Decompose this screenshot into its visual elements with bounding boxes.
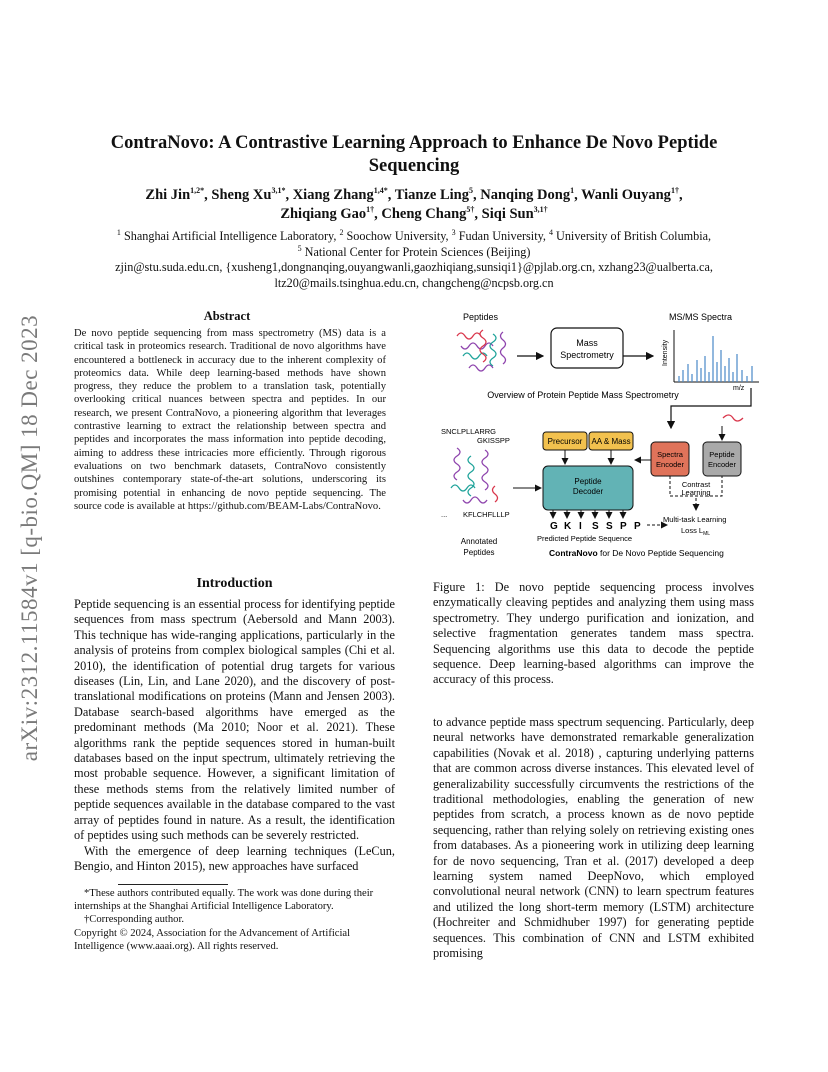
left-column-body — [74, 597, 395, 874]
affiliation-line: $^5$ National Center for Protein Sciences (Beijing) — [297, 243, 531, 259]
decoder-label-1: Peptide — [574, 477, 602, 486]
aa-mass-label: AA & Mass — [591, 437, 631, 446]
intensity-axis-label: Intensity — [662, 339, 669, 366]
mz-axis-label: m/z — [733, 385, 745, 392]
intro-paragraph-2: With the emergence of deep learning techniques (LeCun, Bengio, and Hinton 2015), new approaches have surfaced — [74, 843, 395, 873]
figure-1-caption: Figure 1: De novo peptide sequencing process involves enzymatically cleaving peptides and analyzing them using mass spectrometry. They undergo purification and ionization, and selective fragmentation generates tandem mass spectra. Sequencing algorithms use this data to decode the peptide sequence. Deep learning-based algorithms can improve the accuracy of this process. — [433, 580, 754, 687]
abstract-heading: Abstract — [203, 309, 251, 323]
footnote-rule — [118, 884, 228, 885]
predicted-letter: S — [606, 521, 614, 532]
predicted-sequence-label: Predicted Peptide Sequence — [537, 534, 633, 543]
affiliation-line: $^1$ Shanghai Artificial Intelligence Laboratory, $^2$ Soochow University, $^3$ Fudan University, $^4$ University of British Columbia, — [116, 227, 712, 243]
spectra-encoder-label-1: Spectra — [657, 450, 683, 459]
precursor-label: Precursor — [547, 437, 583, 446]
paper-title — [80, 132, 748, 178]
right-column-body: to advance peptide mass spectrum sequencing. Particularly, deep neural networks have demonstrated remarkable generalization capabilities (Novak et al. 2018) , capturing underlying patterns that are common across diverse instances. This elevated level of generalizability successfully circumvents the restrictions of the traditional methodologies, enabling the generation of new peptides from scratch, a process known as de novo peptide sequencing, rather than relying solely on retrieving existing ones from databases. As a pioneering work in utilizing deep learning for de novo sequencing, Tran et al. (2017) developed a deep learning system named DeepNovo, which employed convolutional neural network (CNN) to learn spectrum features and utilized the long short-term memory (LSTM) architecture (Hochreiter and Schmidhuber 1997) for generating peptide sequences. This combination of CNN and LSTM exhibited promising — [433, 715, 754, 961]
multitask-label-1: Multi-task Learning — [663, 515, 727, 524]
peptide-squiggles-icon — [457, 330, 506, 371]
ellipsis: ... — [441, 510, 448, 519]
author-list: Zhi Jin$^{1,2*}$, Sheng $Xu^{3,1*}$, Xiang Zhang$^{1,4*}$, Tianze Ling$^5$, Nanqing Dong$^1$, Wanli Ouyang$^{1\dagger}$, Zhiqiang Gao$^{1\dagger}$, Cheng Chang$^{5\dagger}$, Siqi Sun$^{3,1\dagger}$ — [145, 186, 683, 222]
predicted-letter: P — [620, 521, 628, 532]
contranovo-label: ContraNovo for De Novo Peptide Sequencing — [549, 548, 724, 558]
peptide-encoder-label-2: Encoder — [708, 460, 736, 469]
author: Cheng Chang$^{5\dagger}$ — [381, 205, 475, 222]
peptide-encoder-box — [703, 442, 741, 476]
label-peptides: Peptides — [463, 312, 499, 322]
sequence-1: SNCLPLLARRG — [441, 427, 497, 436]
mass-spec-label-1: Mass — [576, 338, 598, 348]
peptide-encoder-label-1: Peptide — [709, 450, 735, 459]
author: Tianze Ling$^5$ — [394, 186, 473, 203]
author: Siqi Sun$^{3,1\dagger}$ — [481, 205, 548, 222]
spectra-encoder-box — [651, 442, 689, 476]
sequence-2: GKISSPP — [477, 436, 510, 445]
affiliations — [70, 229, 758, 291]
author: Xiang Zhang$^{1,4*}$ — [292, 186, 388, 203]
decoder-label-2: Decoder — [572, 487, 604, 496]
footnotes — [74, 887, 395, 953]
title-line-2: Sequencing — [368, 156, 460, 176]
label-msms-spectra: MS/MS Spectra — [669, 312, 733, 322]
predicted-letter: G — [550, 521, 559, 532]
overview-label: Overview of Protein Peptide Mass Spectrometry — [487, 390, 679, 400]
footnote-corresponding: †Corresponding author. — [84, 914, 185, 926]
contrast-label-2: Learning — [681, 488, 711, 497]
email-line: ltz20@mails.tsinghua.edu.cn, changcheng@ncpsb.org.cn — [274, 275, 554, 290]
abstract-text: De novo peptide sequencing from mass spectrometry (MS) data is a critical task in proteomics research. Traditional de novo algorithms have encountered a bottleneck in accuracy due to the inherent complexity of proteomics data. While deep learning-based methods have shown progress, they reduce the problem to a translation task, potentially overlooking critical nuances between spectra and peptides. In our research, we present ContraNovo, a pioneering algorithm that leverages contrastive learning to extract the relationship between spectra and peptides and incorporates the mass information into peptide decoding, aiming to address these intricacies more efficiently. Through rigorous evaluations on two benchmark datasets, ContraNovo consistently outshines contemporary state-of-the-art solutions, underscoring its promising potential in enhancing de novo peptide sequencing. The source code is available at https://github.com/BEAM-Labs/ContraNovo. — [74, 328, 386, 512]
author: Sheng $Xu^{3,1*}$ — [211, 186, 286, 203]
author: Nanqing Dong$^1$ — [480, 186, 575, 203]
predicted-letter: S — [592, 521, 600, 532]
predicted-letter: K — [564, 521, 572, 532]
predicted-letter: P — [634, 521, 642, 532]
figure-1-diagram — [433, 306, 763, 564]
arxiv-stamp[interactable]: arXiv:2312.11584v1 [q-bio.QM] 18 Dec 2023 — [17, 314, 42, 762]
email-line: zjin@stu.suda.edu.cn, {xusheng1,dongnanqing,ouyangwanli,gaozhiqiang,sunsiqi1}@pjlab.org.cn, xzhang23@ualberta.ca, — [115, 260, 713, 274]
author: Zhi Jin$^{1,2*}$ — [145, 186, 205, 203]
mass-spectrometry-box — [551, 328, 623, 368]
mass-spec-label-2: Spectrometry — [560, 350, 614, 360]
introduction-heading: Introduction — [196, 576, 273, 591]
author: Wanli Ouyang$^{1\dagger}$ — [581, 186, 679, 203]
title-line-1: ContraNovo: A Contrastive Learning Approach to Enhance De Novo Peptide — [110, 133, 718, 153]
predicted-letter: I — [579, 521, 583, 532]
copyright-notice: Copyright © 2024, Association for the Advancement of Artificial Intelligence (www.aaai.org). All rights reserved. — [74, 927, 351, 952]
red-peptide-icon — [723, 415, 743, 421]
intro-paragraph-1: Peptide sequencing is an essential process for identifying peptide sequences from mass spectrum (Aebersold and Mann 2003). This technique has wide-ranging applications, particularly in the analysis of proteins from complex biological samples (Chi et al. 2010), the identification of potential drug targets for various diseases (Lin, Lin, and Lane 2020), and the discovery of post-translational modifications on proteins (Mann and Jensen 2003). Database search-based algorithms have emerged as the predominant methods (Ma 2010; Noor et al. 2021). These algorithms rank the peptide sequences stored in human-built databases based on the input spectrum, ultimately retrieving the most probable sequence. However, a significant limitation of these methods stems from the relatively limited number of peptide sequences available in the database compared to the vast array of peptides found in nature. As a result, the identification of peptides using such methods can be severely restricted. — [74, 597, 395, 843]
annotated-label-1: Annotated — [460, 537, 498, 546]
contrast-label-1: Contrast — [681, 480, 711, 489]
footnote-equal-contribution: *These authors contributed equally. The work was done during their internships at the Shanghai Artificial Intelligence Laboratory. — [74, 888, 374, 913]
author: Zhiqiang Gao$^{1\dagger}$ — [280, 205, 375, 222]
spectra-encoder-label-2: Encoder — [656, 460, 684, 469]
multitask-label-2: Loss $L_{ML}$ — [681, 526, 711, 537]
annotated-peptides-icon — [451, 448, 498, 503]
annotated-label-2: Peptides — [463, 548, 495, 557]
spectrum-plot — [662, 330, 759, 392]
sequence-3: KFLCHFLLLP — [463, 510, 510, 519]
